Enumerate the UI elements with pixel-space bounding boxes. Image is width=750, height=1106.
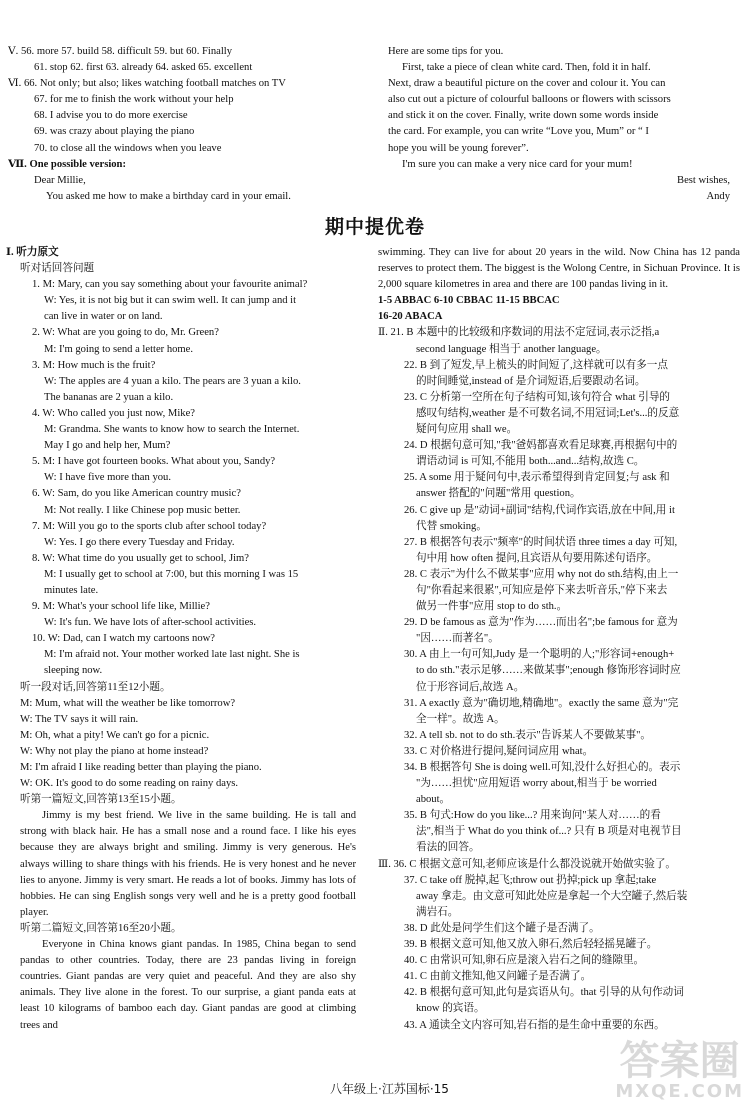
sub-heading: 听第一篇短文,回答第13至15小题。 <box>20 794 182 806</box>
letter-line: First, take a piece of clean white card. Then, fold it in half. <box>402 62 651 74</box>
dialogue-line: sleeping now. <box>44 665 103 677</box>
dialogue-line: W: Yes, it is not big but it can swim well. It can jump and it <box>44 295 297 307</box>
explanation-line: 34. B 根据答句 She is doing well.可知,没什么好担心的。表示 <box>404 762 681 773</box>
sub-heading: 听对话回答问题 <box>20 263 95 275</box>
answer-line: Ⅴ. 56. more 57. build 58. difficult 59. but 60. Finally <box>8 46 233 57</box>
dialogue-line: 10. W: Dad, can I watch my cartoons now? <box>32 633 215 645</box>
dialogue-line: W: The TV says it will rain. <box>20 713 139 725</box>
explanation-line: 38. D 此处是问学生们这个罐子是否满了。 <box>404 922 600 934</box>
explanation-line: 疑问句应用 shall we。 <box>416 424 518 436</box>
explanation-line: 位于形容词后,故选 A。 <box>416 681 525 693</box>
dialogue-line: 9. M: What's your school life like, Millie? <box>32 601 210 613</box>
letter-signature: Andy <box>706 190 730 202</box>
answer-line: Ⅵ. 66. Not only; but also; likes watching football matches on TV <box>8 78 286 90</box>
dialogue-line: M: Mum, what will the weather be like tomorrow? <box>20 697 236 709</box>
dialogue-line: W: The apples are 4 yuan a kilo. The pears are 3 yuan a kilo. <box>44 375 301 387</box>
dialogue-line: minutes late. <box>44 584 99 596</box>
dialogue-line: W: OK. It's good to do some reading on rainy days. <box>20 778 239 790</box>
explanation-line: 看法的回答。 <box>416 842 480 854</box>
explanation-line: 代替 smoking。 <box>416 520 487 532</box>
explanation-line: 40. C 由常识可知,卵石应是滚入岩石之间的缝隙里。 <box>404 955 645 967</box>
passage-paragraph: swimming. They can live for about 20 years in the wild. Now China has 12 panda reserves to protect them. The biggest is the Wolong Centre, in Sichuan Province. It is 2,000 square kilometres in area and there are 100 pandas living in it. <box>378 247 740 291</box>
right-column <box>378 245 740 1034</box>
section-title: 期中提优卷 <box>324 216 425 238</box>
explanation-line: 24. D 根据句意可知,"我"爸妈都喜欢看足球赛,再根据句中的 <box>404 440 678 452</box>
dialogue-line: M: Grandma. She wants to know how to search the Internet. <box>44 424 300 436</box>
explanation-line: "为……担忧"应用短语 worry about,相当于 be worried <box>416 778 657 790</box>
explanation-line: to do sth."表示足够……来做某事";enough 修饰形容词时应 <box>416 665 681 677</box>
explanation-line: "因……而著名"。 <box>416 633 499 645</box>
letter-greeting: Dear Millie, <box>34 174 86 186</box>
top-right-letter <box>388 44 738 205</box>
explanation-line: 30. A 由上一句可知,Judy 是一个聪明的人;"形容词+enough+ <box>404 649 675 661</box>
explanation-line: 42. B 根据句意可知,此句是宾语从句。that 引导的从句作动词 <box>404 987 684 999</box>
answer-key-line: 1-5 ABBAC 6-10 CBBAC 11-15 BBCAC <box>378 295 560 307</box>
dialogue-line: 1. M: Mary, can you say something about your favourite animal? <box>32 279 308 291</box>
dialogue-line: 4. W: Who called you just now, Mike? <box>32 407 195 419</box>
letter-line: and stick it on the cover. Finally, write down some words inside <box>388 110 659 122</box>
letter-line: hope you will be young forever”. <box>388 142 529 154</box>
section-heading: Ⅰ. 听力原文 <box>6 247 59 258</box>
answer-line: 67. for me to finish the work without your help <box>34 94 234 106</box>
explanation-line: 谓语动词 is 可知,不能用 both...and...结构,故选 C。 <box>416 456 645 468</box>
explanation-line: 27. B 根据答句表示"频率"的时间状语 three times a day 可知, <box>404 536 678 548</box>
dialogue-line: can live in water or on land. <box>44 311 163 323</box>
passage-paragraph: Everyone in China knows giant pandas. In 1985, China began to send pandas to other countries. Today, there are 23 pandas living in foreign countries. Giant pandas are very quiet and peaceful. And they are also shy animals. They live alone in the forest. To our surprise, a giant panda eats at least 10 kilograms of bamboo each day. Giant pandas are good at climbing trees and <box>20 939 356 1031</box>
explanation-line: 28. C 表示"为什么不做某事"应用 why not do sth.结构,由上一 <box>404 568 679 580</box>
explanation-line: 句中用 how often 提问,且宾语从句要用陈述句语序。 <box>416 552 658 564</box>
dialogue-line: 7. M: Will you go to the sports club after school today? <box>32 520 267 532</box>
explanation-line: about。 <box>416 794 451 806</box>
explanation-line: 41. C 由前文推知,他又问罐子是否满了。 <box>404 971 592 983</box>
explanation-line: 句"你看起来很累",可知应是停下来去听音乐,"停下来去 <box>416 584 668 596</box>
letter-line: also cut out a picture of colourful balloons or flowers with scissors <box>388 94 671 106</box>
explanation-line: 26. C give up 是"动词+副词"结构,代词作宾语,放在中间,用 it <box>404 504 675 516</box>
dialogue-line: M: Oh, what a pity! We can't go for a picnic. <box>20 729 210 741</box>
explanation-line: 29. D be famous as 意为"作为……而出名";be famous for 意为 <box>404 617 678 629</box>
sub-heading: 听一段对话,回答第11至12小题。 <box>20 681 171 693</box>
answer-line: 68. I advise you to do more exercise <box>34 110 188 122</box>
explanation-line: 22. B 到了短发,早上梳头的时间短了,这样就可以有多一点 <box>404 359 668 371</box>
sub-heading: 听第二篇短文,回答第16至20小题。 <box>20 922 182 934</box>
dialogue-line: W: I have five more than you. <box>44 472 171 484</box>
letter-line: I'm sure you can make a very nice card for your mum! <box>402 158 633 170</box>
answer-line: 61. stop 62. first 63. already 64. asked 65. excellent <box>34 62 253 74</box>
explanation-line: 39. B 根据文意可知,他又放入卵石,然后轻轻摇晃罐子。 <box>404 939 658 951</box>
top-left-answers <box>8 44 368 205</box>
dialogue-line: 5. M: I have got fourteen books. What about you, Sandy? <box>32 456 276 468</box>
explanation-line: 33. C 对价格进行提问,疑问词应用 what。 <box>404 745 594 757</box>
letter-closing: Best wishes, <box>677 174 730 186</box>
answer-line: Ⅶ. One possible version: <box>8 158 126 170</box>
dialogue-line: M: I'm afraid I like reading better than playing the piano. <box>20 762 262 773</box>
explanation-line: 23. C 分析第一空所在句子结构可知,该句符合 what 引导的 <box>404 391 671 403</box>
dialogue-line: The bananas are 2 yuan a kilo. <box>44 391 174 403</box>
dialogue-line: M: I'm afraid not. Your mother worked late last night. She is <box>44 649 300 661</box>
explanation-line: 全一样"。故选 A。 <box>416 713 505 725</box>
explanation-line: answer 搭配的"问题"常用 question。 <box>416 488 581 500</box>
explanation-line: 满岩石。 <box>416 906 459 918</box>
dialogue-line: W: Yes. I go there every Tuesday and Friday. <box>44 536 235 548</box>
watermark-text: 答案圈 <box>619 1038 740 1084</box>
left-column <box>6 245 356 1034</box>
explanation-line: Ⅲ. 36. C 根据文意可知,老师应该是什么都没说就开始做实验了。 <box>378 858 677 870</box>
explanation-line: 31. A exactly 意为"确切地,精确地"。exactly the same 意为"完 <box>404 697 679 709</box>
explanation-line: 感叹句结构,weather 是不可数名词,不用冠词;Let's...的反意 <box>416 407 680 419</box>
dialogue-line: May I go and help her, Mum? <box>44 440 171 452</box>
dialogue-line: M: I'm going to send a letter home. <box>44 343 194 355</box>
dialogue-line: 6. W: Sam, do you like American country music? <box>32 488 241 500</box>
dialogue-line: 2. W: What are you going to do, Mr. Green? <box>32 327 219 339</box>
letter-line: You asked me how to make a birthday card in your email. <box>46 190 291 202</box>
watermark-url: MXQE.COM <box>615 1081 744 1102</box>
explanation-line: 25. A some 用于疑问句中,表示希望得到肯定回复;与 ask 和 <box>404 472 670 484</box>
explanation-line: 法",相当于 What do you think of...? 只有 B 项是对电视节目 <box>416 826 682 838</box>
page-footer: 八年级上·江苏国标·15 <box>330 1082 449 1096</box>
watermark-logo <box>615 1038 744 1102</box>
letter-line: Next, draw a beautiful picture on the cover and colour it. You can <box>388 78 666 90</box>
passage-paragraph: Jimmy is my best friend. We live in the same building. He is tall and strong with black hair. He has a small nose and a round face. I like his eyes because they are always bright and smiling. Jimmy is very generous. He's always willing to share things with his friends. He is very honest and he never lies to anyone. Jimmy is very smart. He reads a lot of books. Jimmy has lots of hobbies. He can sing English songs very well and he is a pretty good football player. <box>20 810 356 918</box>
answer-line: 70. to close all the windows when you leave <box>34 142 222 154</box>
explanation-line: 32. A tell sb. not to do sth.表示"告诉某人不要做某事"。 <box>404 729 652 741</box>
dialogue-line: W: It's fun. We have lots of after-school activities. <box>44 617 257 629</box>
explanation-line: 37. C take off 脱掉,起飞;throw out 扔掉;pick up 拿起;take <box>404 874 657 886</box>
answer-line: 69. was crazy about playing the piano <box>34 126 195 138</box>
dialogue-line: W: Why not play the piano at home instead? <box>20 745 209 757</box>
dialogue-line: 3. M: How much is the fruit? <box>32 359 156 371</box>
dialogue-line: 8. W: What time do you usually get to school, Jim? <box>32 552 249 564</box>
explanation-line: know 的宾语。 <box>416 1003 485 1015</box>
explanation-line: away 拿走。由文意可知此处应是拿起一个大空罐子,然后装 <box>416 890 688 902</box>
explanation-line: 做另一件事"应用 stop to do sth.。 <box>416 601 568 613</box>
letter-line: Here are some tips for you. <box>388 46 504 57</box>
answer-key-line: 16-20 ABACA <box>378 311 443 323</box>
dialogue-line: M: Not really. I like Chinese pop music better. <box>44 504 241 516</box>
explanation-line: 35. B 句式:How do you like...? 用来询问"某人对……的看 <box>404 810 661 822</box>
explanation-line: Ⅱ. 21. B 本题中的比较级和序数词的用法不定冠词,表示泛指,a <box>378 327 660 339</box>
explanation-line: second language 相当于 another language。 <box>416 343 607 355</box>
letter-line: the card. For example, you can write “Love you, Mum” or “ I <box>388 126 649 138</box>
explanation-line: 的时间睡觉,instead of 是介词短语,后要跟动名词。 <box>416 375 646 387</box>
dialogue-line: M: I usually get to school at 7:00, but this morning I was 15 <box>44 568 299 580</box>
explanation-line: 43. A 通读全文内容可知,岩石指的是生命中重要的东西。 <box>404 1019 665 1031</box>
